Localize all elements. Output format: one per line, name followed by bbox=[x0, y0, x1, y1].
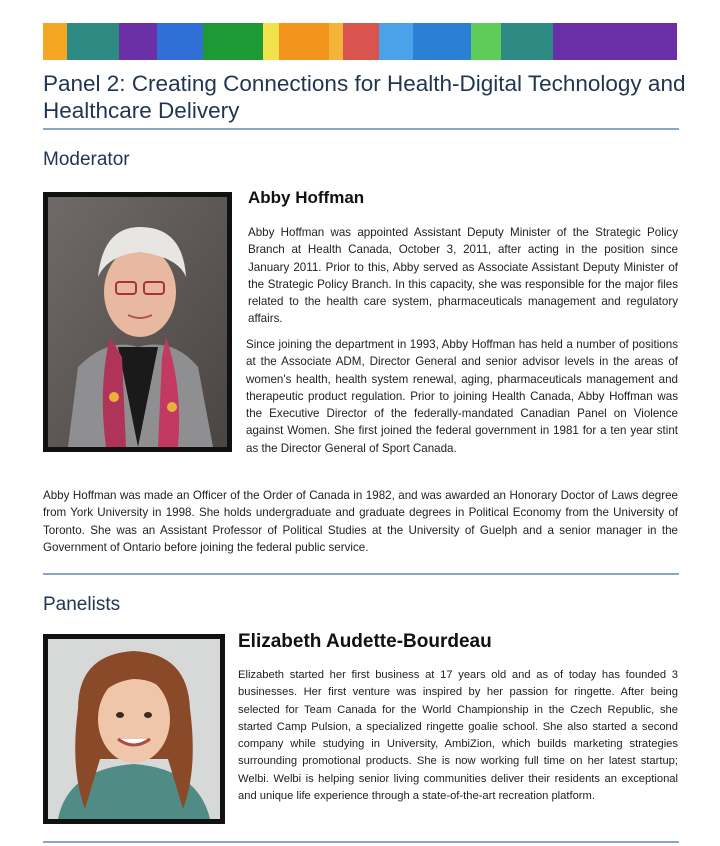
color-stripe bbox=[471, 23, 501, 60]
color-stripe bbox=[157, 23, 203, 60]
color-stripe bbox=[279, 23, 329, 60]
moderator-portrait-image bbox=[48, 197, 227, 447]
color-stripe bbox=[379, 23, 413, 60]
moderator-bio-paragraph-1: Abby Hoffman was appointed Assistant Deputy Minister of the Strategic Policy Branch at Health Canada, October 3, 2011, after acting in the position since January 2011. Prior to this, Abby served as Associate Assistant Deputy Minister of the Strategic Policy Branch. In this capacity, she was responsible for the major files related to the health care system, pharmaceuticals management and regulatory affairs. bbox=[248, 226, 678, 326]
panelists-heading: Panelists bbox=[43, 594, 121, 615]
color-stripe bbox=[553, 23, 677, 60]
moderator-bio-paragraph-3: Abby Hoffman was made an Officer of the Order of Canada in 1982, and was awarded an Honorary Doctor of Laws degree from York University in 1998. She holds undergraduate and graduate degrees in Political Economy from the University of Toronto. She was an Assistant Professor of Political Studies at the University of Guelph and a senior manager in the Government of Ontario before joining the federal public service. bbox=[43, 489, 678, 554]
panelist-portrait-image bbox=[48, 639, 220, 819]
moderator-photo bbox=[43, 192, 232, 452]
color-stripe bbox=[43, 23, 67, 60]
moderator-bio-paragraph-2: Since joining the department in 1993, Abby Hoffman has held a number of positions at the Associate ADM, Director General and senior advisor levels in the areas of women's health, health system renewal, aging, pharmaceuticals management and therapeutic product regulation. Prior to joining Health Canada, Abby Hoffman was the Executive Director of the federally-mandated Canadian Panel on Violence against Women. She first joined the federal government in 1981 for a ten year stint as the Director General of Sport Canada. bbox=[246, 338, 678, 455]
page-title: Panel 2: Creating Connections for Health-Digital Technology and Healthcare Delivery bbox=[43, 71, 686, 123]
color-stripe bbox=[501, 23, 553, 60]
title-divider bbox=[43, 128, 679, 130]
color-bar bbox=[43, 23, 677, 60]
moderator-divider bbox=[43, 573, 679, 575]
panelists-divider bbox=[43, 841, 679, 843]
color-stripe bbox=[67, 23, 119, 60]
color-stripe bbox=[203, 23, 263, 60]
color-stripe bbox=[263, 23, 279, 60]
color-stripe bbox=[329, 23, 343, 60]
panelist-name: Elizabeth Audette-Bourdeau bbox=[238, 631, 492, 652]
panelist-bio: Elizabeth started her first business at 17 years old and as of today has founded 3 businesses. Her first venture was inspired by her passion for ringette. After being selected for Team Canada for the World Championship in the Czech Republic, she started Camp Pulsion, a specialized ringette goalie school. She also started a second company while studying in University, AmbiZion, which builds marketing strategies surrounding promotional products. She is now working full time on her latest startup; Welbi. Welbi is helping senior living communities deliver their residents an exceptional and unique life experience through a state-of-the-art recreation platform. bbox=[238, 669, 678, 803]
moderator-heading: Moderator bbox=[43, 149, 130, 170]
panelist-photo bbox=[43, 634, 225, 824]
color-stripe bbox=[119, 23, 157, 60]
color-stripe bbox=[413, 23, 471, 60]
moderator-name: Abby Hoffman bbox=[248, 188, 365, 207]
color-stripe bbox=[343, 23, 379, 60]
